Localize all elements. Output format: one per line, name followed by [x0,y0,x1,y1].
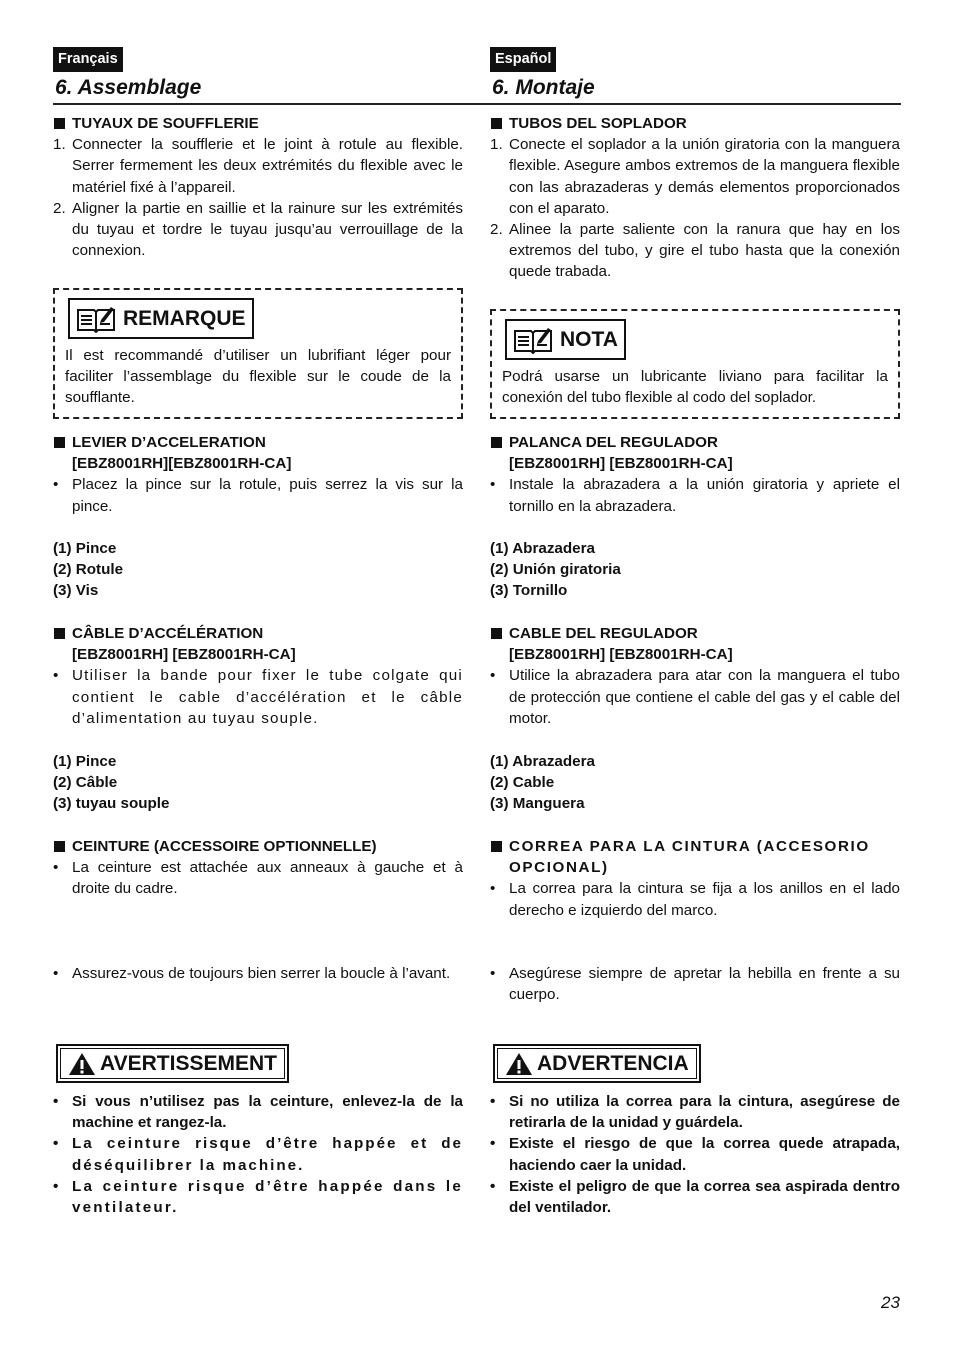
section-throttle-cable-fr [53,623,463,729]
note-text: Podrá usarse un lubricante liviano para facilitar la conexión del tubo flexible al codo del soplador. [502,368,888,407]
warning-title: ADVERTENCIA [493,1044,701,1083]
part-label: (1) Abrazadera [490,753,595,770]
note-box-es [490,309,900,419]
warning-list-fr [53,1091,463,1218]
note-text: Il est recommandé d’utiliser un lubrifiant léger pour faciliter l’assemblage du flexible sur le coude de la soufflante. [65,347,451,407]
warning-triangle-icon [68,1052,96,1076]
bullet-item: • Instale la abrazadera a la unión giratoria y apriete el tornillo en la abrazadera. [490,476,900,515]
warning-item: • Si no utiliza la correa para la cintura, asegúrese de retirarla de la unidad y guárdela. [490,1093,900,1132]
warning-item: • Existe el peligro de que la correa sea aspirada dentro del ventilador. [490,1177,900,1217]
parts-labels-fr-2 [53,751,463,815]
section-heading: CABLE DEL REGULADOR [EBZ8001RH] [EBZ8001RH-CA] [490,623,900,665]
section-belt-es-2 [490,963,900,1005]
language-tag-spanish: Español [490,47,556,72]
bullet-item: • Placez la pince sur la rotule, puis serrez la vis sur la pince. [53,476,463,515]
part-label: (1) Pince [53,540,117,557]
square-bullet-icon [54,628,65,639]
section-title-spanish: 6. Montaje [492,76,595,99]
square-bullet-icon [491,841,502,852]
square-bullet-icon [54,841,65,852]
section-throttle-lever-es [490,432,900,517]
bullet-item: • Assurez-vous de toujours bien serrer la boucle à l’avant. [53,965,451,982]
section-throttle-lever-fr [53,432,463,517]
bullet-item: • Utilice la abrazadera para atar con la manguera el tubo de protección que contiene el cable del gas y el cable del motor. [490,667,900,727]
list-item: 2. Alinee la parte saliente con la ranura que hay en los extremos del tubo, y gire el tubo hasta que la conexión quede trabada. [490,221,900,281]
warning-item: • Si vous n’utilisez pas la ceinture, enlevez-la de la machine et rangez-la. [53,1093,463,1132]
note-box-fr [53,288,463,419]
part-label: (2) Cable [490,774,555,792]
note-title: REMARQUE [68,298,254,339]
part-label: (2) Rotule [53,561,124,579]
square-bullet-icon [491,628,502,639]
section-heading: CÂBLE D’ACCÉLÉRATION [EBZ8001RH] [EBZ8001RH-CA] [53,623,463,665]
section-heading: TUYAUX DE SOUFFLERIE [53,113,463,134]
section-throttle-cable-es [490,623,900,729]
bullet-item: • La ceinture est attachée aux anneaux à gauche et à droite du cadre. [53,859,463,898]
square-bullet-icon [491,118,502,129]
section-belt-es [490,836,900,921]
bullet-item: • La correa para la cintura se fija a los anillos en el lado derecho e izquierdo del marco. [490,880,900,919]
page-number: 23 [881,1293,900,1312]
warning-item: • La ceinture risque d’être happée et de déséquilibrer la machine. [53,1135,463,1174]
warning-title: AVERTISSEMENT [56,1044,289,1083]
section-heading: TUBOS DEL SOPLADOR [490,113,900,134]
note-title: NOTA [505,319,626,360]
warning-fr [56,1044,466,1083]
parts-labels-fr-1 [53,538,463,602]
section-belt-fr [53,836,463,900]
square-bullet-icon [54,437,65,448]
section-heading: CORREA PARA LA CINTURA (ACCESORIO OPCIONAL) [490,836,900,878]
language-tag-french: Français [53,47,123,72]
section-heading: LEVIER D’ACCELERATION [EBZ8001RH][EBZ8001RH-CA] [53,432,463,474]
parts-labels-es-1 [490,538,900,602]
list-item: 1. Conecte el soplador a la unión giratoria con la manguera flexible. Asegure ambos extremos de la manguera flexible con las abrazaderas y demás elementos proporcionados con el aparato. [490,136,900,217]
part-label: (3) Manguera [490,795,585,813]
header-rule [53,103,901,105]
part-label: (1) Pince [53,753,117,770]
part-label: (3) Vis [53,582,99,600]
section-heading: CEINTURE (ACCESSOIRE OPTIONNELLE) [53,836,463,857]
parts-labels-es-2 [490,751,900,815]
part-label: (3) Tornillo [490,582,568,600]
section-belt-fr-2 [53,963,463,984]
warning-list-es [490,1091,900,1218]
section-blower-tubes-es [490,113,900,283]
square-bullet-icon [54,118,65,129]
bullet-item: • Utiliser la bande pour fixer le tube colgate qui contient le cable d’accélération et le câble d’alimentation au tuyau souple. [53,667,463,727]
part-label: (1) Abrazadera [490,540,595,557]
bullet-item: • Asegúrese siempre de apretar la hebilla en frente a su cuerpo. [490,965,900,1004]
part-label: (2) Unión giratoria [490,561,621,579]
note-book-icon [76,305,116,333]
warning-item: • Existe el riesgo de que la correa quede atrapada, haciendo caer la unidad. [490,1135,900,1174]
section-title-french: 6. Assemblage [55,76,202,99]
warning-item: • La ceinture risque d’être happée dans le ventilateur. [53,1177,463,1217]
note-book-icon [513,326,553,354]
list-item: 2. Aligner la partie en saillie et la rainure sur les extrémités du tuyau et tordre le tuyau jusqu’au verrouillage de la connexion. [53,199,463,260]
warning-triangle-icon [505,1052,533,1076]
section-blower-tubes-fr [53,113,463,261]
part-label: (3) tuyau souple [53,795,170,813]
section-heading: PALANCA DEL REGULADOR [EBZ8001RH] [EBZ8001RH-CA] [490,432,900,474]
square-bullet-icon [491,437,502,448]
warning-es [493,1044,903,1083]
part-label: (2) Câble [53,774,118,792]
list-item: 1. Connecter la soufflerie et le joint à rotule au flexible. Serrer fermement les deux extrémités du flexible avec le matériel fixé à l’appareil. [53,136,463,196]
